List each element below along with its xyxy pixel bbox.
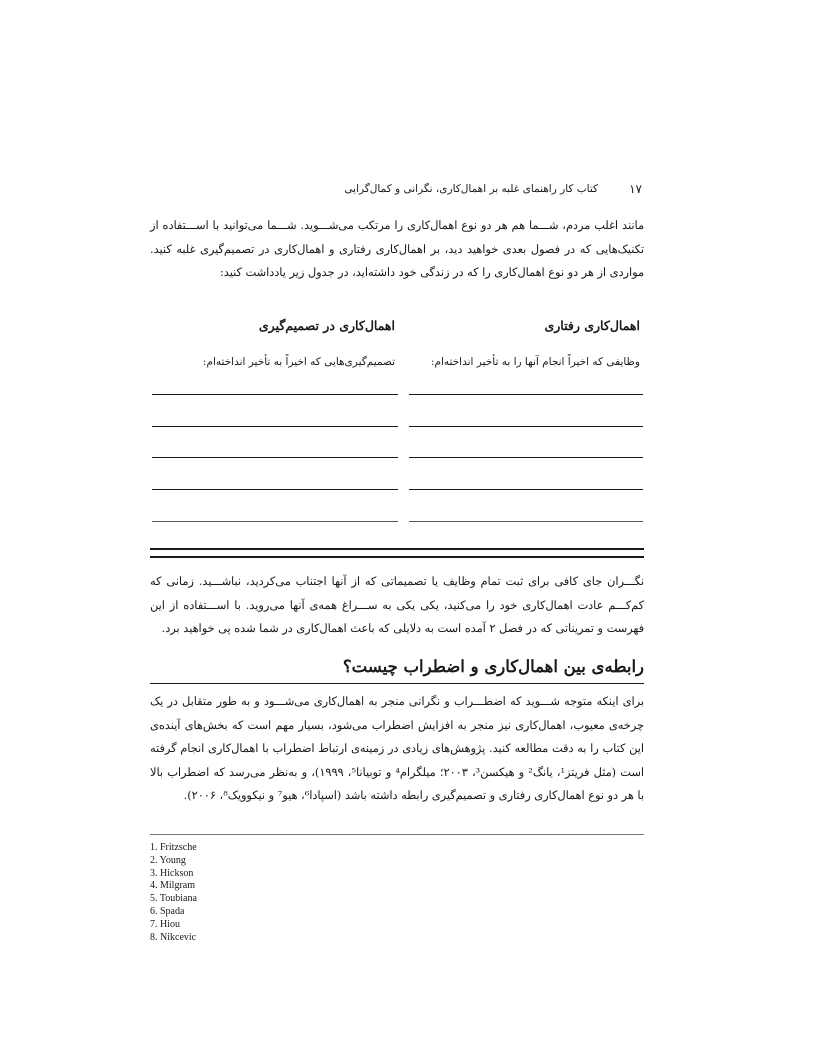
writing-line[interactable] — [409, 457, 643, 458]
footnote-item: 7. Hiou — [150, 918, 180, 930]
column-title-decisional: اهمال‌کاری در تصمیم‌گیری — [258, 318, 395, 333]
writing-line[interactable] — [409, 489, 643, 490]
running-title: کتاب کار راهنمای غلبه بر اهمال‌کاری، نگرانی و کمال‌گرایی — [344, 183, 598, 195]
column-prompt-behavioral: وظایفی که اخیراً انجام آنها را به تأخیر انداخته‌ام: — [430, 356, 640, 368]
after-table-paragraph: نگـــران جای کافی برای ثبت تمام وظایف یا تصمیماتی که از آنها اجتناب می‌کردید، نباشـــید. زمانی که کم‌کـــم عادت اهمال‌کاری خود را می‌کنید، یکی یکی به ســـراغ همه‌ی آنها می‌روید. با اســـتفاده از این فهرست و تمریناتی که در فصل ۲ آمده است به دلایلی که باعث اهمال‌کاری در شما شده پی خواهید برد. — [150, 575, 644, 635]
section-paragraph: برای اینکه متوجه شـــوید که اضطـــراب و نگرانی منجر به اهمال‌کاری می‌شـــود و به طور متقابل در یک چرخه‌ی معیوب، اهمال‌کاری نیز منجر به افزایش اضطراب می‌شود، بسیار مهم است که بخش‌های آینده‌ی این کتاب را به دقت مطالعه کنید. پژوهش‌های زیادی در زمینه‌ی ارتباط اضطراب با اهمال‌کاری انجام گرفته است (مثل فریتز¹، یانگ² و هیکسن³، ۲۰۰۳؛ میلگرام⁴ و توبیانا⁵، ۱۹۹۹)، و به‌نظر می‌رسد که اضطراب بالا با هر دو نوع اهمال‌کاری رفتاری و تصمیم‌گیری رابطه داشته باشد (اسپادا⁶، هیو⁷ و نیکوویک⁸، ۲۰۰۶). — [150, 695, 644, 802]
footnotes-list — [150, 842, 350, 944]
writing-line[interactable] — [409, 394, 643, 395]
section-divider — [150, 683, 644, 684]
intro-paragraph: مانند اغلب مردم، شـــما هم هر دو نوع اهمال‌کاری را مرتکب می‌شـــوید. شـــما می‌توانید با اســـتفاده از تکنیک‌هایی که در فصول بعدی خواهید دید، بر اهمال‌کاری رفتاری و اهمال‌کاری در تصمیم‌گیری غلبه کنید. مواردی از هر دو نوع اهمال‌کاری را که در زندگی خود داشته‌اید، در جدول زیر یادداشت کنید: — [150, 219, 644, 279]
writing-line[interactable] — [152, 521, 398, 522]
writing-line[interactable] — [152, 426, 398, 427]
column-prompt-decisional: تصمیم‌گیری‌هایی که اخیراً به تأخیر انداخته‌ام: — [202, 356, 395, 368]
footnote-item: 4. Milgram — [150, 880, 195, 892]
double-divider — [150, 548, 644, 558]
page-number: ۱۷ — [629, 182, 642, 196]
running-header — [150, 182, 644, 200]
footnote-item: 3. Hickson — [150, 867, 194, 879]
footnote-item: 1. Fritzsche — [150, 842, 197, 853]
writing-line[interactable] — [409, 426, 643, 427]
column-title-behavioral: اهمال‌کاری رفتاری — [544, 318, 640, 333]
footnote-item: 2. Young — [150, 854, 186, 866]
footnote-item: 5. Toubiana — [150, 893, 197, 905]
writing-line[interactable] — [152, 394, 398, 395]
footnote-divider — [150, 834, 644, 835]
section-heading: رابطه‌ی بین اهمال‌کاری و اضطراب چیست؟ — [342, 657, 644, 676]
writing-line[interactable] — [152, 457, 398, 458]
writing-line[interactable] — [409, 521, 643, 522]
footnote-item: 6. Spada — [150, 905, 185, 917]
writing-line[interactable] — [152, 489, 398, 490]
footnote-item: 8. Nikcevic — [150, 931, 197, 943]
